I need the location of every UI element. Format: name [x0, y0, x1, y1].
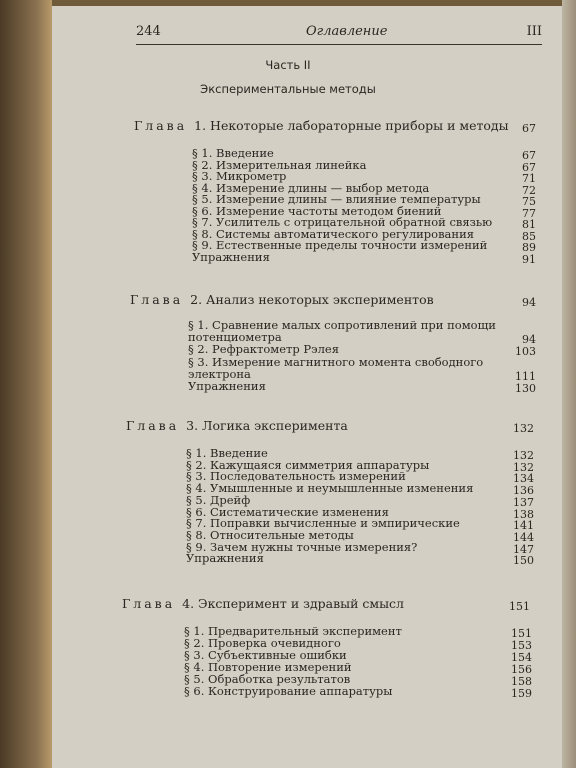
toc-entry-page: 137 [513, 495, 534, 509]
chapter-label: Глава [122, 596, 183, 611]
toc-entry: § 6. Систематические изменения [186, 504, 389, 519]
chapter-heading [130, 292, 434, 307]
header-title: Оглавление [306, 24, 388, 39]
chapter-title: 3. Логика эксперимента [186, 418, 348, 433]
chapter-title: 4. Эксперимент и здравый смысл [182, 596, 404, 611]
chapter-page-number: 132 [513, 422, 534, 435]
toc-entry-page: 94 [522, 333, 536, 347]
toc-entry: § 5. Обработка результатов [184, 672, 351, 686]
toc-entry: § 2. Кажущаяся симметрия аппаратуры [186, 457, 430, 472]
toc-entry-page: 75 [522, 195, 536, 208]
toc-entry: § 2. Проверка очевидного [184, 636, 341, 650]
toc-entry-page: 158 [511, 675, 532, 688]
toc-entry: § 2. Измерительная линейка [192, 157, 367, 172]
toc-entry-page: 134 [513, 472, 534, 486]
part-subtitle: Экспериментальные методы [200, 82, 376, 96]
toc-entry-page: 138 [513, 507, 534, 521]
toc-entry: § 9. Зачем нужны точные измерения? [186, 539, 418, 554]
chapter-title: 2. Анализ некоторых экспериментов [190, 292, 434, 307]
section-numeral: III [526, 24, 542, 39]
toc-entry: § 6. Измерение частоты методом биений [192, 203, 442, 218]
toc-entry: электрона [188, 366, 251, 381]
toc-entry-page: 91 [522, 252, 536, 266]
chapter-title: 1. Некоторые лабораторные приборы и методы [194, 118, 509, 133]
toc-entry-page: 71 [522, 172, 536, 185]
chapter-label: Глава [130, 292, 191, 307]
chapter-heading [126, 418, 348, 433]
toc-entry: Упражнения [188, 379, 266, 393]
toc-entry: потенциометра [188, 330, 282, 345]
toc-entry-page: 153 [511, 639, 532, 652]
toc-entry: § 3. Субъективные ошибки [184, 648, 347, 662]
chapter-page-number: 67 [522, 122, 536, 135]
toc-entry: § 5. Измерение длины — влияние температуры [192, 192, 481, 206]
toc-entry: § 1. Сравнение малых сопротивлений при помощи [188, 318, 496, 332]
toc-entry-page: 72 [522, 183, 536, 197]
toc-entry: § 6. Конструирование аппаратуры [184, 684, 393, 698]
toc-entry-page: 147 [513, 542, 534, 556]
toc-entry-page: 67 [522, 160, 536, 174]
toc-entry-page: 159 [511, 687, 532, 700]
toc-entry: § 3. Микрометр [192, 169, 287, 183]
toc-entry: Упражнения [192, 249, 270, 264]
toc-entry-page: 151 [511, 627, 532, 640]
toc-entry: § 5. Дрейф [186, 492, 251, 507]
toc-entry-page: 89 [522, 241, 536, 254]
toc-entry: § 7. Поправки вычисленные и эмпирические [186, 516, 460, 531]
toc-entry: § 9. Естественные пределы точности измерений [192, 238, 488, 252]
toc-entry-page: 136 [513, 484, 534, 498]
chapter-label: Глава [134, 118, 195, 133]
toc-entry: § 4. Измерение длины — выбор метода [192, 180, 430, 195]
running-header [136, 22, 542, 45]
toc-entry-page: 132 [513, 460, 534, 474]
toc-entry: § 1. Предварительный эксперимент [184, 624, 402, 638]
toc-entry: § 2. Рефрактометр Рэлея [188, 342, 339, 357]
toc-entry-page: 130 [515, 382, 536, 395]
toc-entry-page: 144 [513, 530, 534, 544]
toc-entry: § 3. Измерение магнитного момента свободного [188, 354, 484, 369]
toc-entry-page: 156 [511, 663, 532, 676]
toc-entry-page: 77 [522, 206, 536, 220]
toc-entry: § 8. Системы автоматического регулирования [192, 226, 474, 241]
chapter-page-number: 94 [522, 296, 536, 309]
toc-entry-page: 85 [522, 229, 536, 243]
chapter-page-number: 151 [509, 600, 530, 613]
toc-entry-page: 81 [522, 218, 536, 231]
chapter-label: Глава [126, 418, 187, 433]
toc-entry: § 4. Умышленные и неумышленные изменения [186, 481, 474, 496]
toc-entry-page: 141 [513, 519, 534, 533]
toc-entry: § 8. Относительные методы [186, 527, 354, 542]
page-number: 244 [136, 24, 161, 39]
toc-entry-page: 67 [522, 149, 536, 162]
toc-entry-page: 150 [513, 554, 534, 568]
part-label: Часть II [265, 58, 311, 72]
book-spine [0, 0, 52, 768]
page-edge [562, 0, 576, 768]
toc-entry: Упражнения [186, 551, 264, 566]
toc-entry-page: 103 [515, 345, 536, 359]
toc-entry-page: 111 [515, 369, 536, 383]
toc-entry: § 1. Введение [192, 146, 274, 160]
toc-entry: § 1. Введение [186, 446, 268, 460]
toc-entry: § 3. Последовательность измерений [186, 469, 406, 484]
toc-entry: § 4. Повторение измерений [184, 660, 352, 674]
toc-entry-page: 132 [513, 449, 534, 462]
toc-entry: § 7. Усилитель с отрицательной обратной связью [192, 215, 493, 229]
chapter-heading [134, 118, 509, 133]
toc-entry-page: 154 [511, 651, 532, 664]
chapter-heading [122, 596, 404, 611]
